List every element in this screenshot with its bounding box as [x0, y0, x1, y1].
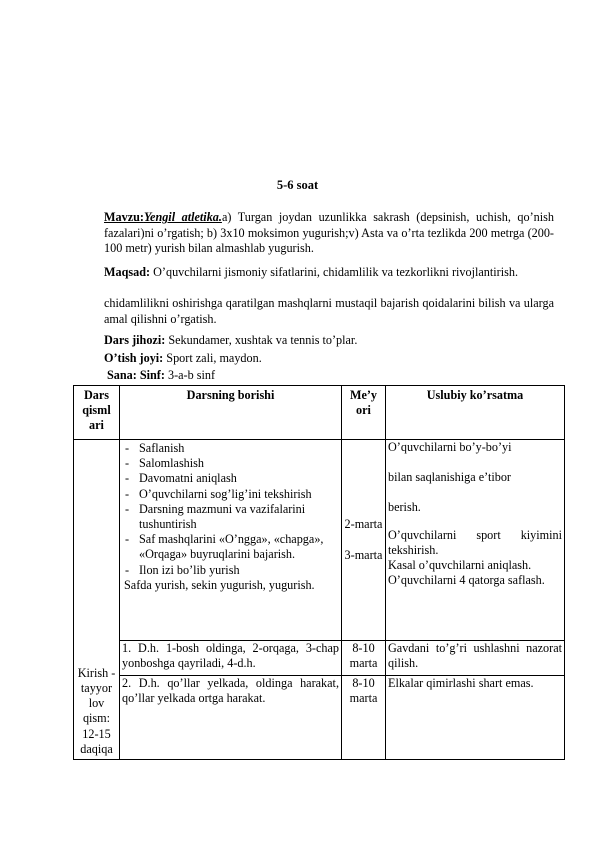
goal-text-2: chidamlilikni oshirishga qaratilgan mashqlarni mustaqil bajarish qoidalarini bilish va ularga amal qilishni o’rgatish.	[104, 296, 554, 326]
table-header-row	[74, 386, 565, 440]
norm-value: 8-10 marta	[342, 676, 386, 760]
goal-label: Maqsad:	[104, 265, 151, 279]
topic-label: Mavzu:	[104, 210, 144, 224]
equipment-label: Dars jihozi:	[104, 333, 166, 347]
guidance-text: bilan saqlanishiga e’tibor	[388, 470, 511, 485]
guidance-text: Elkalar qimirlashi shart emas.	[386, 676, 565, 760]
goal-text-1: O’quvchilarni jismoniy sifatlarini, chidamlilik va tezkorlikni rivojlantirish.	[153, 265, 518, 279]
topic-name: Yengil atletika.	[143, 210, 222, 224]
list-item: - Davomatni aniqlash	[122, 471, 339, 486]
list-item: Safda yurish, sekin yugurish, yugurish.	[124, 577, 315, 592]
goal-paragraph	[104, 265, 554, 281]
guidance-text: O’quvchilarni bo’y-bo’yi	[388, 440, 512, 454]
guidance-text: Kasal o’quvchilarni aniqlash.	[388, 558, 532, 573]
lesson-title: 5-6 soat	[276, 178, 319, 192]
guidance-text: berish.	[388, 500, 421, 515]
lesson-table	[73, 385, 565, 760]
exercise-text: 2. D.h. qo’llar yelkada, oldinga harakat, qo’llar yelkada ortga harakat.	[120, 676, 342, 760]
norm-value: 8-10 marta	[342, 641, 386, 676]
norm-value: 3-marta	[344, 547, 383, 562]
goal-paragraph-2	[104, 296, 554, 327]
list-item: - Saflanish	[122, 441, 339, 456]
location-line	[104, 351, 554, 367]
class-label: Sinf:	[139, 368, 165, 382]
table-row	[74, 440, 565, 641]
guidance-text: Gavdani to’g’ri ushlashni nazorat qilish.	[386, 641, 565, 676]
list-item: - Salomlashish	[122, 456, 339, 471]
topic-paragraph	[104, 210, 554, 257]
header-parts: Dars qisml ari	[74, 386, 120, 440]
list-item: - Saf mashqlarini «O’ngga», «chapga», «Orqaga» buyruqlarini bajarish.	[122, 532, 339, 562]
list-item: - O’quvchilarni sog’lig’ini tekshirish	[122, 487, 339, 502]
section-label: Kirish - tayyor lov qism: 12-15 daqiqa	[74, 440, 120, 760]
exercise-text: 1. D.h. 1-bosh oldinga, 2-orqaga, 3-chap yonboshga qayriladi, 4-d.h.	[120, 641, 342, 676]
header-progress: Darsning borishi	[120, 386, 342, 440]
location-text: Sport zali, maydon.	[166, 351, 262, 365]
activities-cell	[120, 440, 342, 641]
header-guidance: Uslubiy ko’rsatma	[386, 386, 565, 440]
equipment-line	[104, 333, 554, 349]
norm-cell	[342, 440, 386, 641]
table-row	[74, 676, 565, 760]
list-item: - Darsning mazmuni va vazifalarini tushuntirish	[122, 502, 339, 532]
date-label: Sana:	[107, 368, 137, 382]
guidance-cell	[386, 440, 565, 641]
table-row	[74, 641, 565, 676]
list-item: - Ilon izi bo’lib yurish	[122, 563, 339, 578]
class-text: 3-a-b sinf	[167, 368, 216, 382]
header-norm: Me’y ori	[342, 386, 386, 440]
norm-value: 2-marta	[344, 517, 383, 532]
guidance-text: O’quvchilarni sport kiyimini tekshirish.	[388, 527, 562, 557]
location-label: O’tish joyi:	[104, 351, 164, 365]
topic-text: a) Turgan joydan uzunlikka sakrash (depsinish, uchish, qo’nish fazalari)ni o’rgatish; b) 3x10 moksimon yugurish;v) Asta va o’rta tezlikda 200 metrga (200-100 metr) yurish bilan almashlab yugurish.	[104, 210, 554, 256]
date-line	[107, 368, 557, 384]
guidance-text: O’quvchilarni 4 qatorga saflash.	[388, 573, 545, 588]
equipment-text: Sekundamer, xushtak va tennis to’plar.	[168, 333, 358, 347]
